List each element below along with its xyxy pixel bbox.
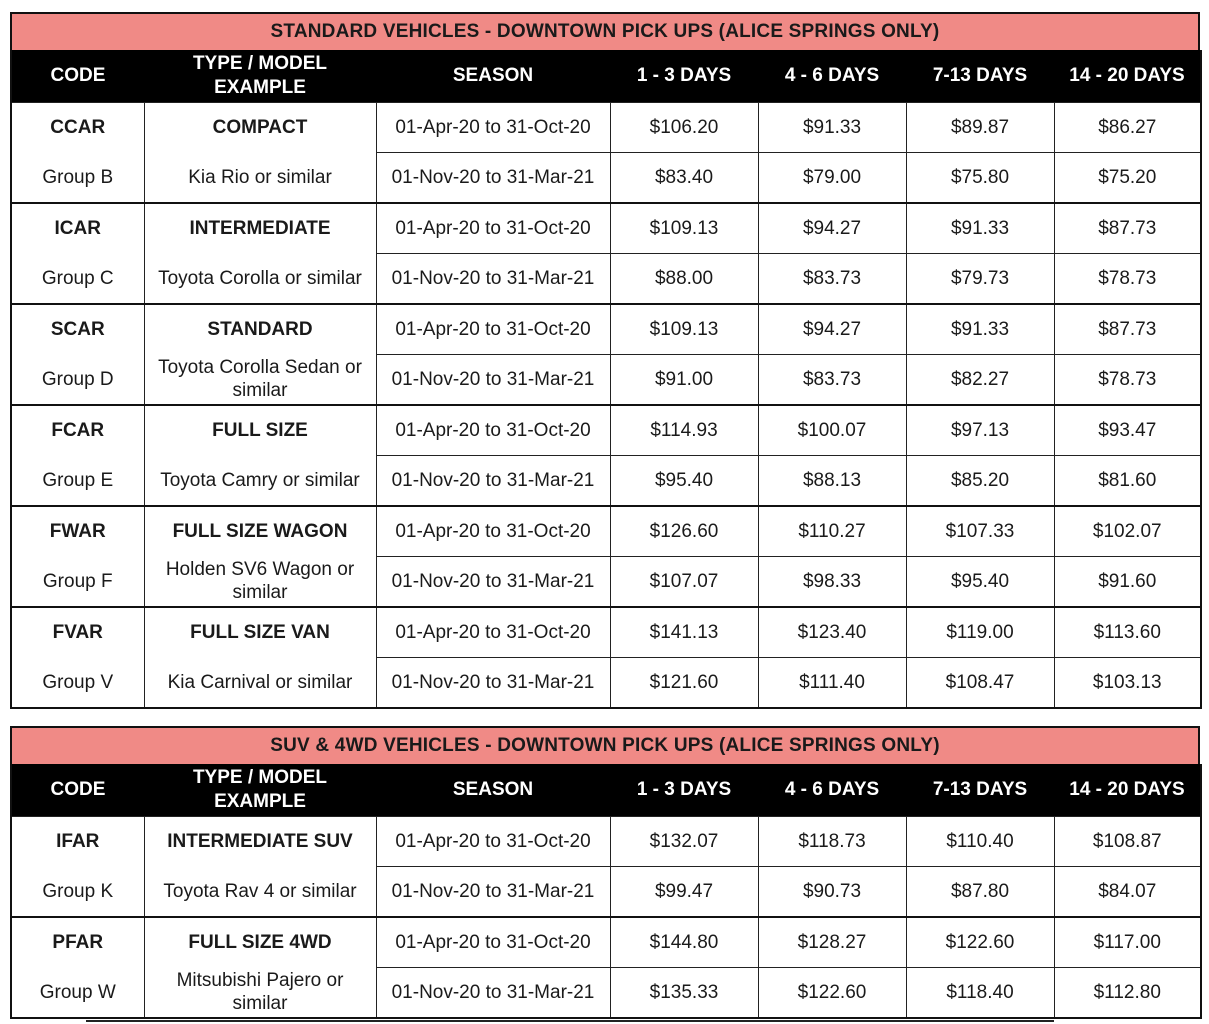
- price-cell: $84.07: [1054, 867, 1201, 918]
- price-cell: $88.13: [758, 456, 906, 507]
- table-row: [11, 658, 1201, 709]
- vehicle-type: FULL SIZE VAN: [144, 607, 376, 658]
- price-cell: $103.13: [1054, 658, 1201, 709]
- price-cell: $93.47: [1054, 405, 1201, 456]
- column-header: 7-13 DAYS: [906, 764, 1054, 817]
- table-row: [11, 917, 1201, 968]
- model-example: Toyota Corolla or similar: [144, 254, 376, 305]
- vehicle-group: Group B: [11, 153, 144, 204]
- price-cell: $85.20: [906, 456, 1054, 507]
- table-row: [11, 304, 1201, 355]
- vehicle-code: CCAR: [11, 103, 144, 153]
- price-cell: $95.40: [906, 557, 1054, 608]
- price-cell: $91.33: [758, 103, 906, 153]
- price-cell: $75.80: [906, 153, 1054, 204]
- vehicle-type: STANDARD: [144, 304, 376, 355]
- table-row: [11, 103, 1201, 153]
- season: 01-Apr-20 to 31-Oct-20: [376, 506, 610, 557]
- price-cell: $135.33: [610, 968, 758, 1019]
- season: 01-Nov-20 to 31-Mar-21: [376, 254, 610, 305]
- price-cell: $91.33: [906, 304, 1054, 355]
- price-cell: $99.47: [610, 867, 758, 918]
- header-row: [11, 764, 1201, 817]
- price-cell: $114.93: [610, 405, 758, 456]
- price-cell: $81.60: [1054, 456, 1201, 507]
- table-row: [11, 456, 1201, 507]
- price-cell: $112.80: [1054, 968, 1201, 1019]
- table-row: [11, 203, 1201, 254]
- vehicle-type: FULL SIZE 4WD: [144, 917, 376, 968]
- price-cell: $128.27: [758, 917, 906, 968]
- model-example: Mitsubishi Pajero or similar: [144, 968, 376, 1019]
- model-example: Toyota Camry or similar: [144, 456, 376, 507]
- column-header: 14 - 20 DAYS: [1054, 50, 1201, 103]
- price-cell: $83.73: [758, 254, 906, 305]
- season: 01-Apr-20 to 31-Oct-20: [376, 203, 610, 254]
- price-cell: $109.13: [610, 203, 758, 254]
- season: 01-Apr-20 to 31-Oct-20: [376, 405, 610, 456]
- vehicle-type: COMPACT: [144, 103, 376, 153]
- price-cell: $126.60: [610, 506, 758, 557]
- price-cell: $108.47: [906, 658, 1054, 709]
- table-row: [11, 607, 1201, 658]
- rate-table: [10, 50, 1202, 709]
- price-cell: $123.40: [758, 607, 906, 658]
- model-example: Kia Rio or similar: [144, 153, 376, 204]
- vehicle-code: FWAR: [11, 506, 144, 557]
- table-body: [11, 103, 1201, 709]
- price-cell: $102.07: [1054, 506, 1201, 557]
- price-cell: $118.40: [906, 968, 1054, 1019]
- price-cell: $121.60: [610, 658, 758, 709]
- price-cell: $94.27: [758, 304, 906, 355]
- model-example: Holden SV6 Wagon or similar: [144, 557, 376, 608]
- season: 01-Apr-20 to 31-Oct-20: [376, 304, 610, 355]
- price-cell: $91.33: [906, 203, 1054, 254]
- price-cell: $98.33: [758, 557, 906, 608]
- price-cell: $132.07: [610, 817, 758, 867]
- header-row: [11, 50, 1201, 103]
- bottom-divider: [86, 1020, 1054, 1022]
- price-cell: $122.60: [906, 917, 1054, 968]
- table-row: [11, 355, 1201, 406]
- price-cell: $87.73: [1054, 203, 1201, 254]
- section-title: SUV & 4WD VEHICLES - DOWNTOWN PICK UPS (ALICE SPRINGS ONLY): [10, 726, 1200, 764]
- price-cell: $83.40: [610, 153, 758, 204]
- season: 01-Nov-20 to 31-Mar-21: [376, 968, 610, 1019]
- column-header: CODE: [11, 764, 144, 817]
- season: 01-Apr-20 to 31-Oct-20: [376, 917, 610, 968]
- vehicle-group: Group V: [11, 658, 144, 709]
- price-cell: $118.73: [758, 817, 906, 867]
- vehicle-group: Group C: [11, 254, 144, 305]
- season: 01-Apr-20 to 31-Oct-20: [376, 817, 610, 867]
- column-header: TYPE / MODEL EXAMPLE: [144, 50, 376, 103]
- column-header: 4 - 6 DAYS: [758, 764, 906, 817]
- price-cell: $78.73: [1054, 254, 1201, 305]
- model-example: Toyota Corolla Sedan or similar: [144, 355, 376, 406]
- rate-table: [10, 764, 1202, 1019]
- price-cell: $87.80: [906, 867, 1054, 918]
- price-cell: $87.73: [1054, 304, 1201, 355]
- price-cell: $83.73: [758, 355, 906, 406]
- table-row: [11, 557, 1201, 608]
- price-cell: $91.60: [1054, 557, 1201, 608]
- price-cell: $90.73: [758, 867, 906, 918]
- price-cell: $79.00: [758, 153, 906, 204]
- table-row: [11, 817, 1201, 867]
- table-row: [11, 254, 1201, 305]
- model-example: Kia Carnival or similar: [144, 658, 376, 709]
- price-cell: $144.80: [610, 917, 758, 968]
- column-header: SEASON: [376, 764, 610, 817]
- vehicle-code: FCAR: [11, 405, 144, 456]
- table-body: [11, 817, 1201, 1019]
- price-cell: $109.13: [610, 304, 758, 355]
- price-cell: $88.00: [610, 254, 758, 305]
- section-title: STANDARD VEHICLES - DOWNTOWN PICK UPS (ALICE SPRINGS ONLY): [10, 12, 1200, 50]
- price-cell: $110.27: [758, 506, 906, 557]
- price-cell: $79.73: [906, 254, 1054, 305]
- vehicle-code: FVAR: [11, 607, 144, 658]
- table-row: [11, 506, 1201, 557]
- season: 01-Nov-20 to 31-Mar-21: [376, 153, 610, 204]
- vehicle-group: Group E: [11, 456, 144, 507]
- season: 01-Nov-20 to 31-Mar-21: [376, 355, 610, 406]
- vehicle-code: ICAR: [11, 203, 144, 254]
- column-header: TYPE / MODEL EXAMPLE: [144, 764, 376, 817]
- vehicle-type: INTERMEDIATE SUV: [144, 817, 376, 867]
- season: 01-Apr-20 to 31-Oct-20: [376, 103, 610, 153]
- vehicle-group: Group W: [11, 968, 144, 1019]
- column-header: 7-13 DAYS: [906, 50, 1054, 103]
- column-header: 4 - 6 DAYS: [758, 50, 906, 103]
- table-row: [11, 405, 1201, 456]
- price-cell: $113.60: [1054, 607, 1201, 658]
- price-cell: $108.87: [1054, 817, 1201, 867]
- vehicle-group: Group K: [11, 867, 144, 918]
- table-row: [11, 153, 1201, 204]
- price-cell: $94.27: [758, 203, 906, 254]
- price-cell: $82.27: [906, 355, 1054, 406]
- price-cell: $141.13: [610, 607, 758, 658]
- price-cell: $117.00: [1054, 917, 1201, 968]
- price-cell: $106.20: [610, 103, 758, 153]
- price-cell: $91.00: [610, 355, 758, 406]
- season: 01-Nov-20 to 31-Mar-21: [376, 867, 610, 918]
- suv-4wd-rate-table: [10, 726, 1200, 1019]
- season: 01-Nov-20 to 31-Mar-21: [376, 658, 610, 709]
- vehicle-code: SCAR: [11, 304, 144, 355]
- price-cell: $119.00: [906, 607, 1054, 658]
- price-cell: $100.07: [758, 405, 906, 456]
- model-example: Toyota Rav 4 or similar: [144, 867, 376, 918]
- price-cell: $78.73: [1054, 355, 1201, 406]
- price-cell: $107.07: [610, 557, 758, 608]
- table-row: [11, 867, 1201, 918]
- column-header: 1 - 3 DAYS: [610, 50, 758, 103]
- season: 01-Apr-20 to 31-Oct-20: [376, 607, 610, 658]
- vehicle-code: PFAR: [11, 917, 144, 968]
- table-row: [11, 968, 1201, 1019]
- price-cell: $97.13: [906, 405, 1054, 456]
- price-cell: $122.60: [758, 968, 906, 1019]
- price-cell: $110.40: [906, 817, 1054, 867]
- price-cell: $111.40: [758, 658, 906, 709]
- vehicle-type: INTERMEDIATE: [144, 203, 376, 254]
- vehicle-group: Group F: [11, 557, 144, 608]
- price-cell: $95.40: [610, 456, 758, 507]
- price-cell: $89.87: [906, 103, 1054, 153]
- price-cell: $75.20: [1054, 153, 1201, 204]
- price-cell: $107.33: [906, 506, 1054, 557]
- season: 01-Nov-20 to 31-Mar-21: [376, 456, 610, 507]
- standard-vehicles-rate-table: [10, 12, 1200, 709]
- vehicle-type: FULL SIZE: [144, 405, 376, 456]
- column-header: CODE: [11, 50, 144, 103]
- column-header: 14 - 20 DAYS: [1054, 764, 1201, 817]
- vehicle-code: IFAR: [11, 817, 144, 867]
- column-header: SEASON: [376, 50, 610, 103]
- season: 01-Nov-20 to 31-Mar-21: [376, 557, 610, 608]
- vehicle-type: FULL SIZE WAGON: [144, 506, 376, 557]
- vehicle-group: Group D: [11, 355, 144, 406]
- price-cell: $86.27: [1054, 103, 1201, 153]
- column-header: 1 - 3 DAYS: [610, 764, 758, 817]
